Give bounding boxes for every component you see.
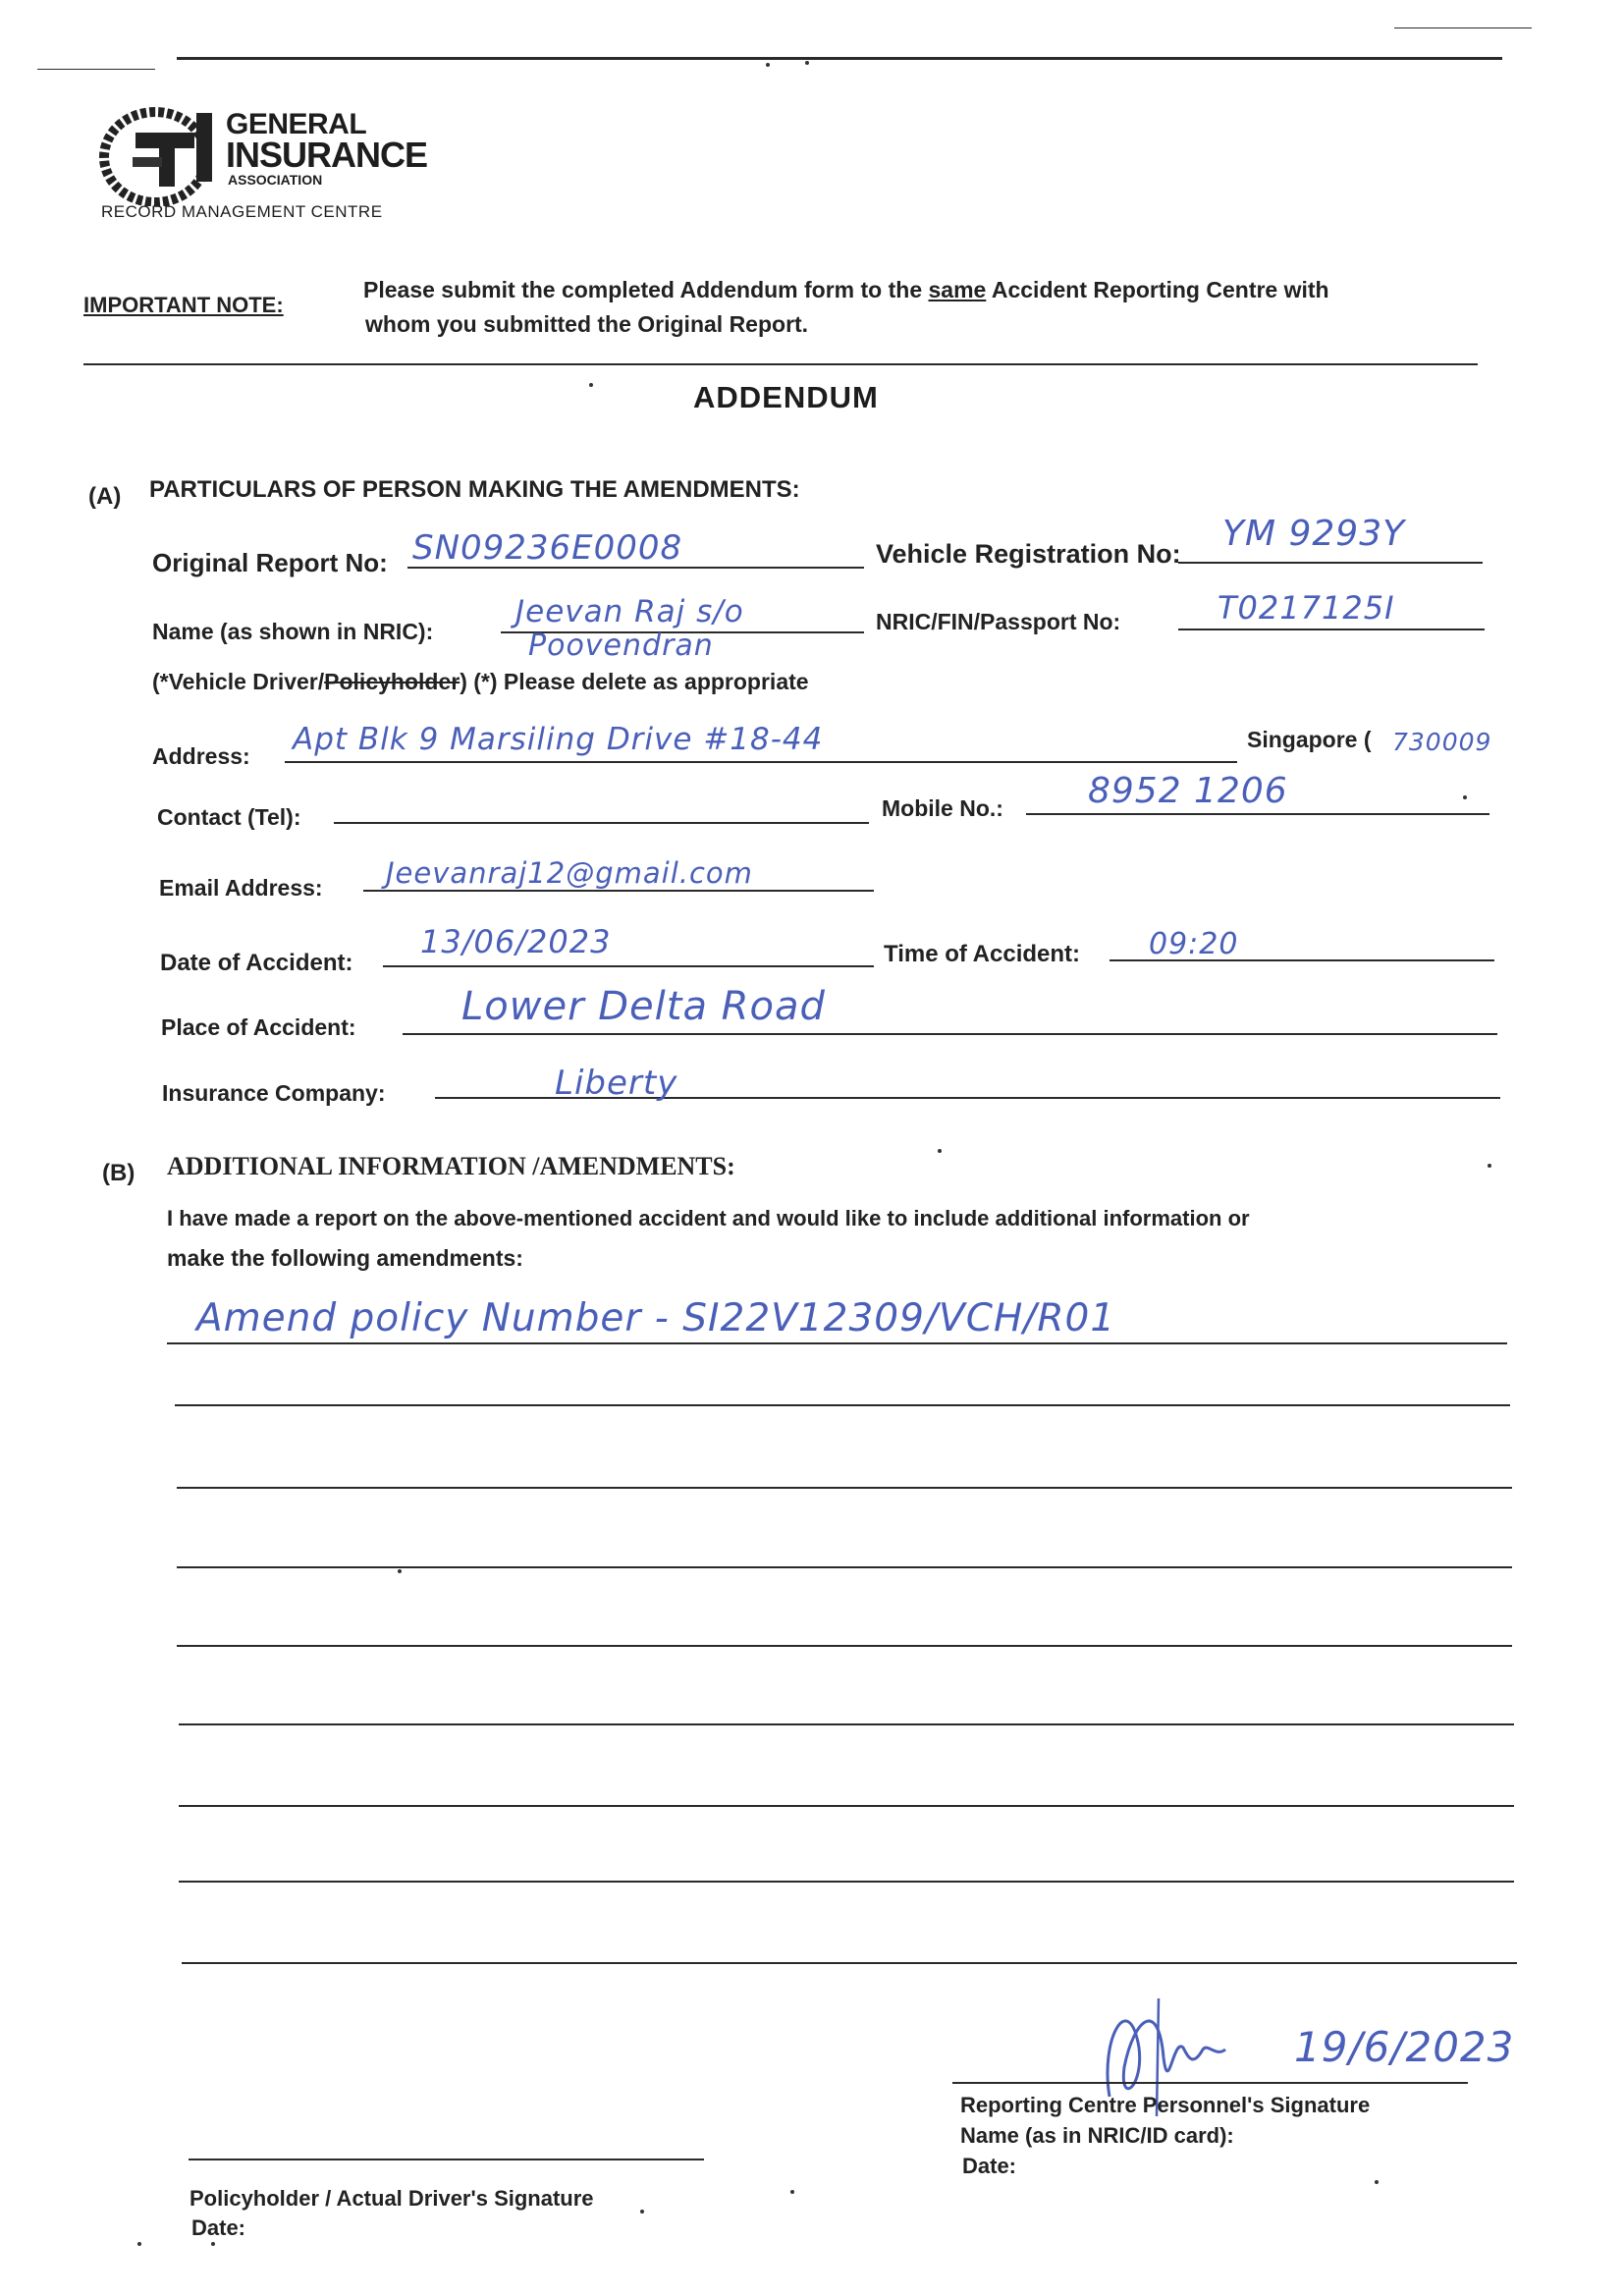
name-value-line2[interactable]: Poovendran [528,629,714,663]
name-label: Name (as shown in NRIC): [152,619,434,644]
scan-speck [1488,1164,1491,1168]
amendment-line-7[interactable] [179,1805,1514,1807]
original-report-no-value[interactable]: SN09236E0008 [412,528,683,568]
nric-field-line [1178,629,1485,630]
org-name-line2: INSURANCE [226,135,428,175]
scan-edge-line [37,69,155,70]
amendment-line-9[interactable] [182,1962,1517,1964]
scan-speck [137,2242,141,2246]
name-value-line1[interactable]: Jeevan Raj s/o [515,594,744,629]
address-field-line [285,761,1237,763]
right-signature-label: Reporting Centre Personnel's Signature [960,2093,1371,2117]
scan-speck [790,2190,794,2194]
scan-speck [398,1569,402,1573]
amendment-line-5[interactable] [177,1645,1512,1647]
scan-speck [805,61,809,65]
email-field-line [363,890,874,892]
amendment-line-3[interactable] [177,1487,1512,1489]
place-of-accident-value[interactable]: Lower Delta Road [461,984,826,1029]
left-signature-label: Policyholder / Actual Driver's Signature [189,2186,594,2211]
scan-edge-line [1394,27,1532,28]
scan-speck [589,383,593,387]
mobile-no-label: Mobile No.: [882,795,1003,821]
right-signature-line[interactable] [952,2082,1468,2084]
mobile-no-field-line [1026,813,1489,815]
insurance-company-label: Insurance Company: [162,1080,386,1106]
place-of-accident-label: Place of Accident: [161,1014,356,1040]
section-b-intro-line2: make the following amendments: [167,1245,523,1271]
section-a-title: PARTICULARS OF PERSON MAKING THE AMENDMENTS: [149,476,800,503]
email-value[interactable]: Jeevanraj12@gmail.com [386,856,753,890]
address-label: Address: [152,743,250,769]
org-subtitle: RECORD MANAGEMENT CENTRE [101,202,383,221]
org-name-line3: ASSOCIATION [228,172,323,188]
gia-logo-icon [98,103,226,206]
original-report-no-label: Original Report No: [152,548,388,577]
scan-speck [640,2210,644,2214]
section-b-marker: (B) [102,1160,135,1186]
vehicle-registration-field-line [1178,562,1483,564]
role-note: (*Vehicle Driver/Policyholder) (*) Please delete as appropriate [152,669,809,694]
vehicle-registration-label: Vehicle Registration No: [876,539,1181,569]
contact-tel-field-line [334,822,869,824]
amendment-value[interactable]: Amend policy Number - SI22V12309/VCH/R01 [196,1296,1116,1340]
note-divider [83,363,1478,365]
amendment-line-6[interactable] [179,1723,1514,1725]
section-b-intro-line1: I have made a report on the above-mentioned accident and would like to include additional information or [167,1206,1250,1230]
right-signature-date-value[interactable]: 19/6/2023 [1294,2023,1515,2071]
amendment-line-1[interactable] [167,1342,1507,1344]
amendment-line-8[interactable] [179,1881,1514,1883]
section-b-title: ADDITIONAL INFORMATION /AMENDMENTS: [167,1152,735,1180]
scan-speck [766,63,770,67]
singapore-label: Singapore ( [1247,727,1372,752]
time-of-accident-value[interactable]: 09:20 [1149,927,1239,961]
important-note-text-line2: whom you submitted the Original Report. [365,311,809,337]
nric-label: NRIC/FIN/Passport No: [876,609,1121,634]
scan-speck [211,2242,215,2246]
date-of-accident-field-line [383,965,874,967]
scan-speck [1375,2180,1379,2184]
vehicle-registration-value[interactable]: YM 9293Y [1222,514,1406,554]
postal-code-value[interactable]: 730009 [1392,728,1492,756]
time-of-accident-label: Time of Accident: [884,941,1081,967]
place-of-accident-field-line [403,1033,1497,1035]
date-of-accident-value[interactable]: 13/06/2023 [420,923,612,960]
email-label: Email Address: [159,875,323,901]
scan-speck [1463,795,1467,799]
amendment-line-2[interactable] [175,1404,1510,1406]
contact-tel-label: Contact (Tel): [157,804,301,830]
mobile-no-value[interactable]: 8952 1206 [1088,771,1288,811]
org-name-line1: GENERAL [226,108,367,140]
scan-speck [938,1149,942,1153]
right-date-label: Date: [962,2154,1017,2178]
address-value[interactable]: Apt Blk 9 Marsiling Drive #18-44 [293,722,824,757]
right-name-label: Name (as in NRIC/ID card): [960,2123,1234,2148]
insurance-company-value[interactable]: Liberty [555,1064,678,1103]
nric-value[interactable]: T0217125I [1218,589,1395,627]
left-signature-line[interactable] [189,2159,704,2160]
section-a-marker: (A) [88,483,122,510]
scan-edge-line [177,57,1502,60]
amendment-line-4[interactable] [177,1566,1512,1568]
important-note-text: Please submit the completed Addendum form to the same Accident Reporting Centre with [363,277,1329,302]
date-of-accident-label: Date of Accident: [160,950,353,976]
important-note-label: IMPORTANT NOTE: [83,293,284,317]
left-date-label: Date: [191,2215,246,2240]
form-title: ADDENDUM [693,380,879,414]
